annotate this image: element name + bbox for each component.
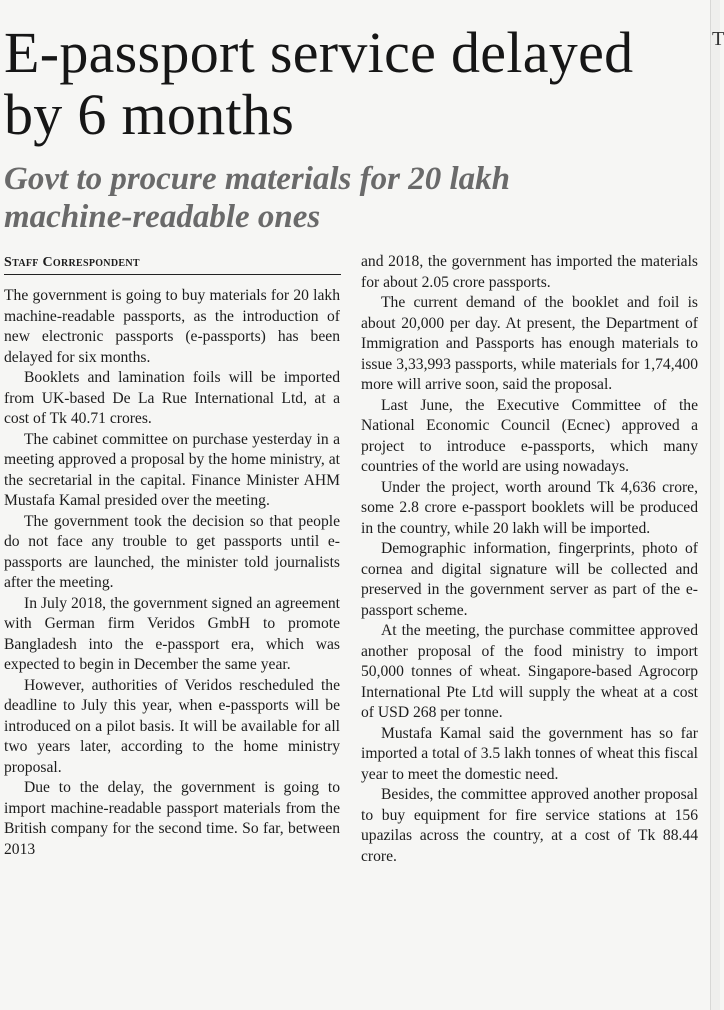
article-paragraph: In July 2018, the government signed an agreement with German firm Veridos GmbH to promote Bangladesh into the e-passport era, which was expected to begin in December the same year. bbox=[4, 594, 340, 673]
article-paragraph: However, authorities of Veridos rescheduled the deadline to July this year, when e-passports will be introduced on a pilot basis. It will be available for all two years later, according to the home ministry proposal. bbox=[4, 676, 340, 776]
article-paragraph: The cabinet committee on purchase yesterday in a meeting approved a proposal by the home ministry, at the secretarial in the capital. Finance Minister AHM Mustafa Kamal presided over the meeting. bbox=[4, 430, 340, 509]
article-paragraph: Due to the delay, the government is going to import machine-readable passport materials from the British company for the second time. So far, between 2013 bbox=[4, 779, 340, 858]
article-paragraph: The current demand of the booklet and foil is about 20,000 per day. At present, the Department of Immigration and Passports has enough materials to issue 3,33,993 passports, while materials for 1,74,400 more will arrive soon, said the proposal. bbox=[361, 294, 698, 393]
article-column-2 bbox=[361, 252, 698, 867]
article-column-1 bbox=[4, 286, 340, 860]
headline: E-passport service delayed by 6 months bbox=[4, 20, 634, 147]
article-paragraph: Booklets and lamination foils will be imported from UK-based De La Rue International Ltd, at a cost of Tk 40.71 crores. bbox=[4, 369, 340, 427]
article-paragraph: The government took the decision so that people do not face any trouble to get passports until e-passports are launched, the minister told journalists after the meeting. bbox=[4, 512, 340, 591]
article-paragraph: The government is going to buy materials for 20 lakh machine-readable passports, as the introduction of new electronic passports (e-passports) has been delayed for six months. bbox=[4, 287, 340, 366]
article-paragraph: Mustafa Kamal said the government has so far imported a total of 3.5 lakh tonnes of wheat this fiscal year to meet the domestic need. bbox=[361, 724, 698, 783]
subheadline: Govt to procure materials for 20 lakh machine-readable ones bbox=[4, 161, 511, 235]
article-paragraph: Last June, the Executive Committee of the National Economic Council (Ecnec) approved a project to introduce e-passports, which many countries of the world are using nowadays. bbox=[361, 396, 698, 475]
article-paragraph: Demographic information, fingerprints, photo of cornea and digital signature will be collected and preserved in the government server as part of the e-passport scheme. bbox=[361, 540, 698, 619]
byline: Staff Correspondent bbox=[4, 255, 341, 275]
article-paragraph: At the meeting, the purchase committee approved another proposal of the food ministry to import 50,000 tonnes of wheat. Singapore-based Agrocorp International Pte Ltd will supply the wheat at a cost of USD 268 per tonne. bbox=[361, 622, 698, 721]
adjacent-column-edge bbox=[710, 0, 720, 1010]
article-paragraph: Besides, the committee approved another proposal to buy equipment for fire service stations at 156 upazilas across the country, at a cost of Tk 88.44 crore. bbox=[361, 786, 698, 865]
article-paragraph: and 2018, the government has imported the materials for about 2.05 crore passports. bbox=[361, 253, 698, 291]
adjacent-column-letter: T bbox=[712, 28, 724, 50]
article-paragraph: Under the project, worth around Tk 4,636 crore, some 2.8 crore e-passport booklets will be produced in the country, while 20 lakh will be imported. bbox=[361, 478, 698, 537]
